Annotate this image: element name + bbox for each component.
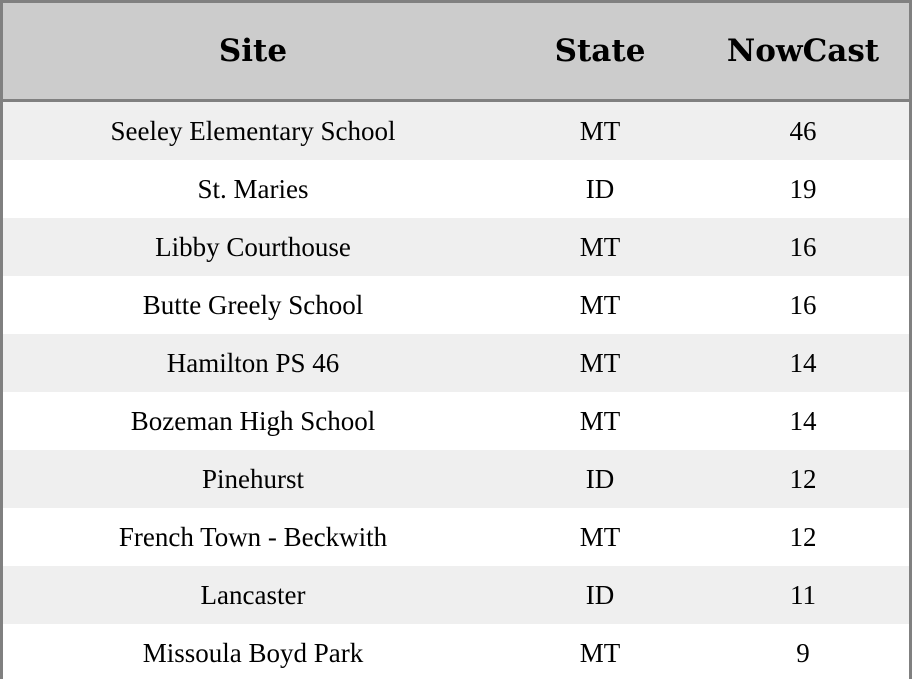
table-row [3,392,909,450]
cell-state: MT [503,276,697,334]
table-row [3,450,909,508]
cell-state: ID [503,160,697,218]
cell-state: MT [503,334,697,392]
cell-site: Bozeman High School [3,392,503,450]
table-row [3,218,909,276]
cell-nowcast: 9 [697,624,909,682]
table-row [3,624,909,682]
table-body [3,101,909,682]
cell-site: Butte Greely School [3,276,503,334]
cell-nowcast: 16 [697,218,909,276]
nowcast-table [3,3,909,682]
cell-state: MT [503,101,697,161]
cell-nowcast: 12 [697,450,909,508]
cell-nowcast: 14 [697,392,909,450]
table-header [3,3,909,101]
table-row [3,101,909,161]
cell-nowcast: 19 [697,160,909,218]
cell-site: Hamilton PS 46 [3,334,503,392]
cell-state: MT [503,218,697,276]
table-row [3,276,909,334]
cell-site: Libby Courthouse [3,218,503,276]
cell-nowcast: 12 [697,508,909,566]
cell-site: St. Maries [3,160,503,218]
cell-nowcast: 11 [697,566,909,624]
cell-state: ID [503,450,697,508]
table-row [3,508,909,566]
cell-site: French Town - Beckwith [3,508,503,566]
cell-state: MT [503,508,697,566]
table-row [3,566,909,624]
cell-nowcast: 16 [697,276,909,334]
cell-site: Pinehurst [3,450,503,508]
column-header-site: Site [3,3,503,101]
cell-state: MT [503,392,697,450]
cell-site: Seeley Elementary School [3,101,503,161]
table-header-row [3,3,909,101]
cell-state: MT [503,624,697,682]
table-row [3,160,909,218]
table-row [3,334,909,392]
cell-nowcast: 46 [697,101,909,161]
column-header-nowcast: NowCast [697,3,909,101]
cell-site: Missoula Boyd Park [3,624,503,682]
cell-state: ID [503,566,697,624]
cell-site: Lancaster [3,566,503,624]
column-header-state: State [503,3,697,101]
cell-nowcast: 14 [697,334,909,392]
